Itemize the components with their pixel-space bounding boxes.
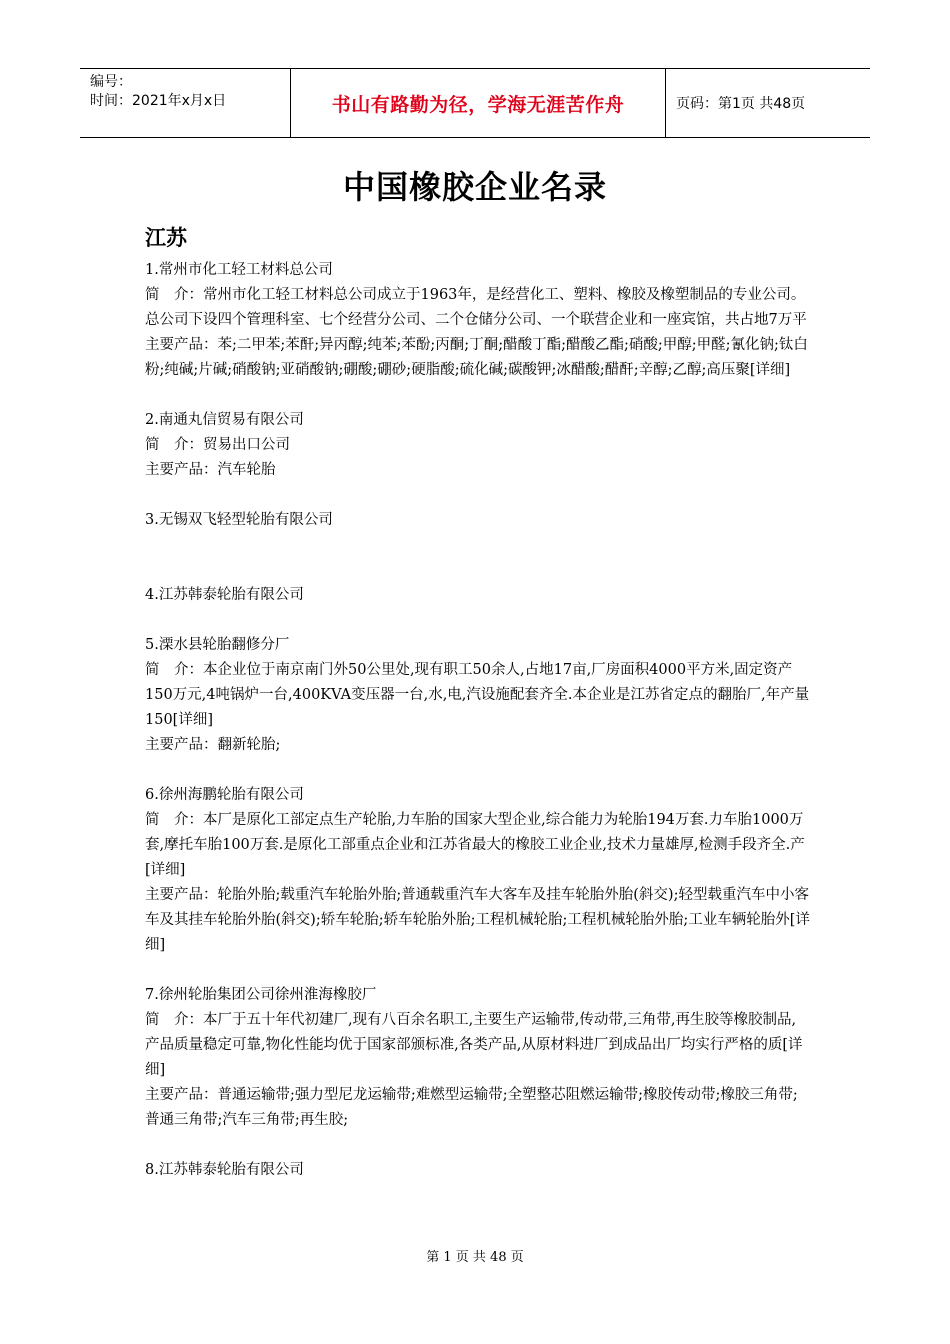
header-page-info: 页码：第1页 共48页 bbox=[676, 96, 806, 112]
company-products: 主要产品：汽车轮胎 bbox=[145, 462, 276, 478]
document-title: 中国橡胶企业名录 bbox=[342, 168, 607, 206]
company-intro: 简 介：本厂是原化工部定点生产轮胎,力车胎的国家大型企业,综合能力为轮胎194万套.力车胎1000万套,摩托车胎100万套.是原化工部重点企业和江苏省最大的橡胶工业企业,技术力量雄厚,检测手段齐全.产[详细] bbox=[145, 812, 805, 878]
company-intro: 简 介：本厂于五十年代初建厂,现有八百余名职工,主要生产运输带,传动带,三角带,再生胶等橡胶制品,产品质量稳定可靠,物化性能均优于国家部颁标准,各类产品,从原材料进厂到成品出厂均实行严格的质[详细] bbox=[145, 1012, 803, 1078]
page-header bbox=[80, 68, 870, 138]
document-number-label: 编号： bbox=[90, 74, 132, 90]
company-intro: 简 介：贸易出口公司 bbox=[145, 437, 290, 453]
company-name: 6.徐州海鹏轮胎有限公司 bbox=[145, 787, 304, 803]
company-name: 3.无锡双飞轻型轮胎有限公司 bbox=[145, 512, 333, 528]
company-products: 主要产品：苯;二甲苯;苯酐;异丙醇;纯苯;苯酚;丙酮;丁酮;醋酸丁酯;醋酸乙酯;硝酸;甲醇;甲醛;氰化钠;钛白粉;纯碱;片碱;硝酸钠;亚硝酸钠;硼酸;硼砂;硬脂酸;硫化碱;碳酸钾;冰醋酸;醋酐;辛醇;乙醇;高压聚[详细] bbox=[145, 337, 808, 378]
company-products: 主要产品：翻新轮胎; bbox=[145, 737, 281, 753]
company-name: 7.徐州轮胎集团公司徐州淮海橡胶厂 bbox=[145, 987, 377, 1003]
company-name: 5.溧水县轮胎翻修分厂 bbox=[145, 637, 290, 653]
company-list bbox=[145, 258, 810, 1183]
company-products: 主要产品：普通运输带;强力型尼龙运输带;难燃型运输带;全塑整芯阻燃运输带;橡胶传动带;橡胶三角带;普通三角带;汽车三角带;再生胶; bbox=[145, 1087, 798, 1128]
document-time: 时间：2021年x月x日 bbox=[90, 93, 227, 109]
page-footer: 第 1 页 共 48 页 bbox=[426, 1250, 524, 1265]
header-meta bbox=[80, 69, 290, 137]
company-name: 4.江苏韩泰轮胎有限公司 bbox=[145, 587, 304, 603]
header-motto: 书山有路勤为径，学海无涯苦作舟 bbox=[290, 69, 666, 137]
region-heading: 江苏 bbox=[145, 226, 187, 250]
company-intro: 简 介：常州市化工轻工材料总公司成立于1963年，是经营化工、塑料、橡胶及橡塑制品的专业公司。总公司下设四个管理科室、七个经营分公司、二个仓储分公司、一个联营企业和一座宾馆，共占地7万平 bbox=[145, 287, 807, 328]
company-name: 8.江苏韩泰轮胎有限公司 bbox=[145, 1162, 304, 1178]
company-products: 主要产品：轮胎外胎;载重汽车轮胎外胎;普通载重汽车大客车及挂车轮胎外胎(斜交);轻型载重汽车中小客车及其挂车轮胎外胎(斜交);轿车轮胎;轿车轮胎外胎;工程机械轮胎;工程机械轮胎外胎;工业车辆轮胎外[详细] bbox=[145, 887, 810, 953]
company-name: 1.常州市化工轻工材料总公司 bbox=[145, 262, 333, 278]
company-intro: 简 介：本企业位于南京南门外50公里处,现有职工50余人,占地17亩,厂房面积4000平方米,固定资产150万元,4吨锅炉一台,400KVA变压器一台,水,电,汽设施配套齐全.本企业是江苏省定点的翻胎厂,年产量150[详细] bbox=[145, 662, 810, 728]
company-name: 2.南通丸信贸易有限公司 bbox=[145, 412, 304, 428]
